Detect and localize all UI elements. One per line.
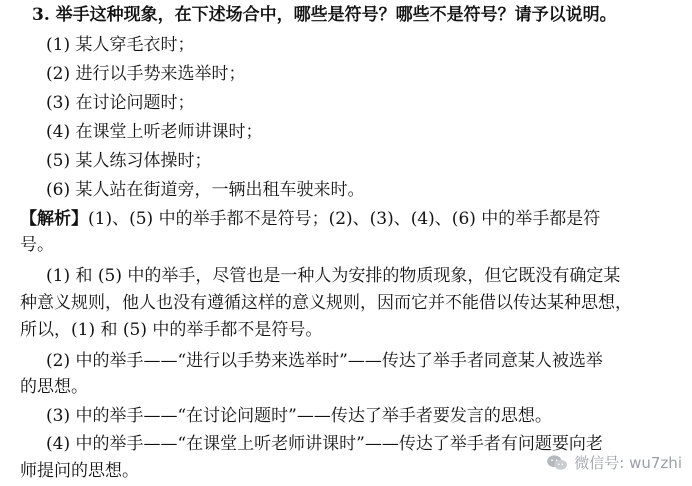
- watermark: [546, 452, 682, 473]
- question-item-6: (6) 某人站在街道旁，一辆出租车驶来时。: [46, 180, 365, 200]
- analysis-paragraph-1-line-2: 种意义规则，他人也没有遵循这样的意义规则，因而它并不能借以传达某种思想，: [20, 293, 632, 313]
- wechat-icon: [546, 454, 568, 472]
- analysis-paragraph-4-line-2: 师提问的思想。: [20, 461, 139, 481]
- question-item-2: (2) 进行以手势来选举时；: [46, 64, 246, 84]
- analysis-summary-line-1: [20, 208, 600, 230]
- analysis-paragraph-2-line-2: 的思想。: [20, 377, 88, 397]
- question-item-5: (5) 某人练习体操时；: [46, 151, 212, 171]
- analysis-paragraph-2-line-1: (2) 中的举手——“进行以手势来选举时”——传达了举手者同意某人被选举: [46, 351, 603, 371]
- question-item-1: (1) 某人穿毛衣时；: [46, 35, 195, 55]
- analysis-paragraph-4-line-1: (4) 中的举手——“在课堂上听老师讲课时”——传达了举手者有问题要向老: [46, 434, 603, 454]
- analysis-label: 【解析】: [20, 209, 88, 229]
- analysis-summary-line-2: 号。: [20, 235, 54, 255]
- watermark-text: 微信号: wu7zhi: [574, 454, 682, 472]
- analysis-paragraph-1-line-3: 所以，(1) 和 (5) 中的举手都不是符号。: [20, 320, 323, 340]
- question-item-4: (4) 在课堂上听老师讲课时；: [46, 122, 263, 142]
- analysis-summary-text: (1)、(5) 中的举手都不是符号；(2)、(3)、(4)、(6) 中的举手都是符: [88, 209, 601, 229]
- analysis-paragraph-3-line-1: (3) 中的举手——“在讨论问题时”——传达了举手者要发言的思想。: [46, 406, 552, 426]
- question-title: 3. 举手这种现象，在下述场合中，哪些是符号？哪些不是符号？请予以说明。: [32, 5, 617, 25]
- question-item-3: (3) 在讨论问题时；: [46, 93, 195, 113]
- analysis-paragraph-1-line-1: (1) 和 (5) 中的举手，尽管也是一种人为安排的物质现象，但它既没有确定某: [46, 266, 621, 286]
